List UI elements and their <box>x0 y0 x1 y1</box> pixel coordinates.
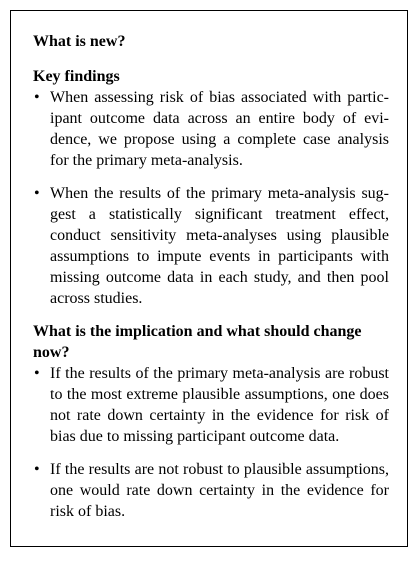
list-item-text: When the results of the primary meta-analysis suggest a statistically significant treatment effect, conduct sensitivity meta-analyses using plausible assumptions to impute events in participants with missing outcome data in each study, and then pool across studies. <box>50 185 389 307</box>
list-item-text: If the results of the primary meta-analysis are robust to the most extreme plausible assumptions, one does not rate down certainty in the evidence for risk of bias due to missing participant outcome data. <box>50 365 389 445</box>
box-title: What is new? <box>33 33 126 50</box>
list-item <box>33 459 389 522</box>
bullet-icon: • <box>34 365 40 382</box>
list-item <box>33 183 389 309</box>
list-item <box>33 87 389 171</box>
list-item-text: When assessing risk of bias associated with participant outcome data across an entire body of evidence, we propose using a complete case analysis for the primary meta-analysis. <box>50 89 389 169</box>
what-is-new-box <box>10 10 408 547</box>
key-findings-heading: Key findings <box>33 68 120 85</box>
implication-heading: What is the implication and what should change now? <box>33 323 362 361</box>
list-item-text: If the results are not robust to plausible assumptions, one would rate down certainty in the evidence for risk of bias. <box>50 461 389 520</box>
key-findings-list <box>33 87 389 309</box>
implication-list <box>33 363 389 522</box>
list-item <box>33 363 389 447</box>
bullet-icon: • <box>34 185 40 202</box>
bullet-icon: • <box>34 461 40 478</box>
bullet-icon: • <box>34 89 40 106</box>
